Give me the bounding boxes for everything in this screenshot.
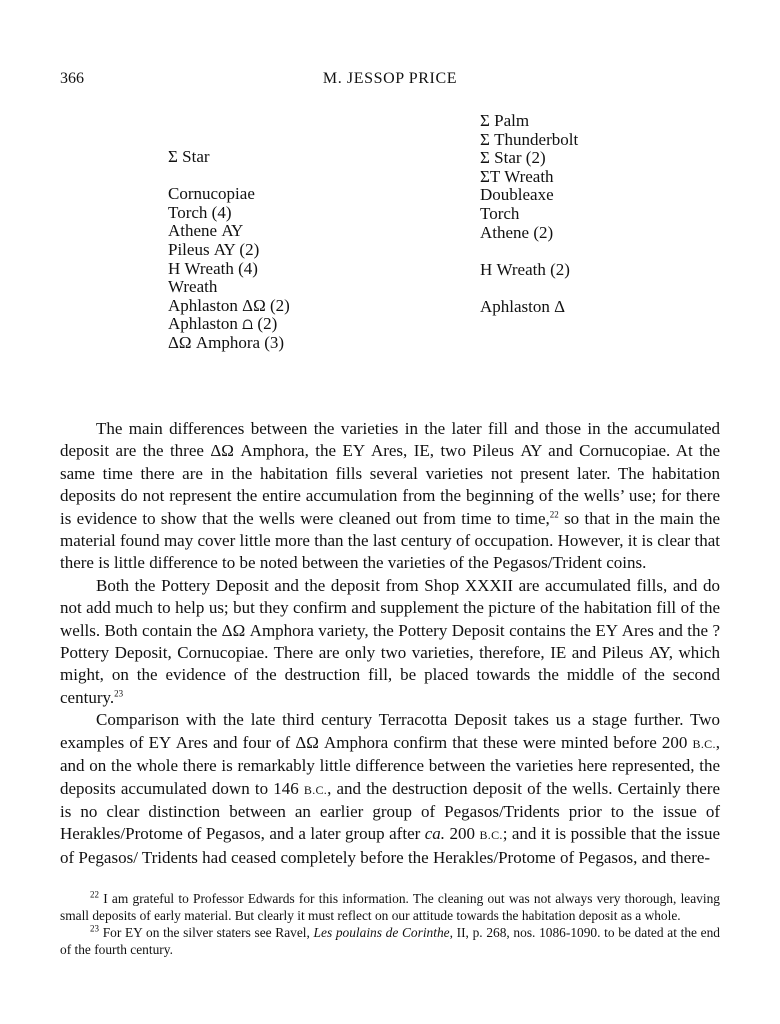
list-item: Athene (2) [480, 222, 554, 242]
list-item: Η Wreath (2) [480, 259, 570, 279]
footnote-number: 23 [90, 923, 99, 934]
page-number: 366 [60, 70, 84, 87]
right-variety-list [480, 112, 578, 317]
list-item: Aphlaston ⩍ (2) [168, 314, 278, 334]
list-gap [168, 167, 290, 186]
list-item: Cornucopiae [168, 184, 255, 204]
body-text [60, 418, 720, 869]
list-item: Doublеaxe [480, 185, 554, 205]
running-head-author: M. JESSOP PRICE [322, 70, 458, 87]
list-item: Pileus ΑΥ (2) [168, 239, 260, 259]
running-head [60, 70, 720, 94]
paragraph: The main differences between the varieties in the later fill and those in the accumulated deposit are the three ΔΩ Amphora, the ΕΥ Ares, ΙΕ, two Pileus ΑΥ and Cornucopiae. At the same time there are in the habitation fills several varieties not present later. The habitation deposits do not represent the entire accumulation from the beginning of the wells’ use; for there is evidence to show that the wells were cleaned out from time to time,$^{22}$ so that in the main the material found may cover little more than the last century of occupation. However, it is clear that there is little difference to be noted between the varieties of the Pegasos/Trident coins. [60, 419, 721, 573]
paragraph: Both the Pottery Deposit and the deposit from Shop XXXII are accumulated fills, and do not add much to help us; but they confirm and supplement the picture of the habitation fill of the wells. Both contain the ΔΩ Amphora variety, the Pottery Deposit contains the ΕΥ Ares and the ?Pottery Deposit, Cornucopiae. There are only two varieties, therefore, ΙΕ and Pileus ΑΥ, which might, on the evidence of the destruction fill, be placed towards the middle of the second century.$^{23}$ [60, 575, 720, 707]
paragraph: Comparison with the late third century Terracotta Deposit takes us a stage further. Two examples of ΕΥ Ares and four of ΔΩ Amphora confirm that these were minted before 200 B.C., and on the whole there is remarkably little difference between the varieties here represented, the deposits accumulated down to 146 B.C., and the destruction deposit of the wells. Certainly there is no clear distinction between an earlier group of Pegasos/Tridents prior to the issue of Herakles/Protome of Pegasos, and a later group after ca. 200 B.C.; and it is possible that the issue of Pegasos/ Tridents had ceased completely before the Herakles/Protome of Pegasos, and there- [60, 710, 720, 867]
footnote: $^{23}$ For ΕΥ on the silver staters see Ravel, Les poulains de Corinthe, II, p. 268, nos. 1086-1090. to be dated at the end of the fourth century. [60, 923, 720, 957]
footnote-number: 22 [90, 889, 99, 900]
list-item: Torch (4) [168, 202, 232, 222]
footnote-ref[interactable]: 22 [549, 508, 559, 519]
list-item: Σ Thunderbolt [480, 129, 579, 149]
left-variety-list [168, 148, 290, 353]
list-item: Athene ΑΥ [168, 221, 244, 241]
list-gap [480, 242, 578, 261]
list-gap [480, 279, 578, 298]
footnote-ref[interactable]: 23 [114, 688, 124, 699]
list-item: Η Wreath (4) [168, 258, 258, 278]
list-item: ΣΤ Wreath [480, 166, 554, 186]
list-item: ΔΩ Amphora (3) [168, 332, 285, 352]
list-item: Torch [480, 203, 520, 223]
list-item: Aphlaston ΔΩ (2) [168, 295, 290, 315]
list-item: Σ Star [168, 147, 210, 166]
footnotes [60, 891, 720, 958]
list-item: Σ Palm [480, 111, 530, 130]
variety-lists [60, 112, 720, 402]
list-item: Σ Star (2) [480, 148, 546, 168]
page [60, 70, 720, 958]
list-item: Aphlaston Δ [480, 296, 566, 316]
footnote: $^{22}$ I am grateful to Professor Edwards for this information. The cleaning out was not always very thorough, leaving small deposits of early material. But clearly it must reflect on our attitude towards the habitation deposit as a whole. [60, 889, 720, 923]
list-item: Wreath [168, 277, 218, 297]
